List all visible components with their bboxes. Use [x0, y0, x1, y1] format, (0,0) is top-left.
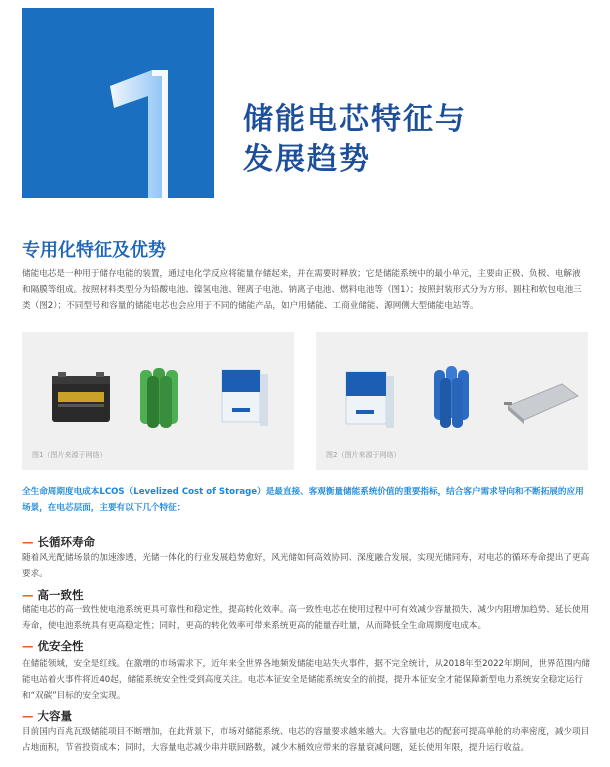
feature-1-heading: — 长循环寿命 — [22, 535, 95, 549]
pouch-cell-icon — [504, 384, 578, 424]
battery-box-icon — [222, 370, 268, 426]
feature-3-heading: — 优安全性 — [22, 639, 84, 653]
lcos-highlight-paragraph: 全生命周期度电成本LCOS（Levelized Cost of Storage）是最直接、客观衡量储能系统价值的重要指标，结合客户需求导向和不断拓展的应用场景，在电芯层面，主要有以下几个特征： — [22, 487, 584, 513]
section-title: 专用化特征及优势 — [22, 240, 166, 261]
figure-1-caption: 图1（图片来源于网络） — [32, 451, 107, 459]
lead-acid-battery-icon — [52, 372, 110, 422]
figure-2-caption: 图2（图片来源于网络） — [326, 451, 401, 459]
chapter-number-block — [22, 8, 214, 198]
cylindrical-green-cells-icon — [140, 368, 178, 428]
figure-2-images — [316, 332, 588, 442]
intro-paragraph: 储能电芯是一种用于储存电能的装置，通过电化学反应将能量存储起来，并在需要时释放；它是储能系统中的最小单元，主要由正极、负极、电解液和隔膜等组成。按照材料类型分为铅酸电池、镍氢电池、锂离子电池、钠离子电池、燃料电池等（图1）；按照封装形式分为方形、圆柱和软包电池三类（图2）；不同型号和容量的储能电芯也会应用于不同的储能产品，如户用储能、工商业储能、源网侧大型储能电站等。 — [22, 269, 582, 311]
title-line-1: 储能电芯特征与 — [243, 102, 467, 137]
feature-1-text: 随着风光配储场景的加速渗透，光储一体化的行业发展趋势愈好，风光储如何高效协同、深度融合发展，实现光储同寿，对电芯的循环寿命提出了更高要求。 — [22, 553, 590, 579]
prismatic-cell-box-icon — [346, 372, 394, 428]
figure-1-panel — [22, 332, 294, 470]
feature-2-text: 储能电芯的高一致性使电池系统更具可靠性和稳定性，提高转化效率。高一致性电芯在使用过程中可有效减少容量损失、减少内阻增加趋势、延长使用寿命，使电池系统具有更高稳定性；同时，更高的转化效率可带来系统更高的能量吞吐量，从而降低全生命周期度电成本。 — [22, 605, 590, 631]
figure-2-panel — [316, 332, 588, 470]
title-line-2: 发展趋势 — [243, 142, 371, 177]
cylindrical-blue-cells-icon — [434, 366, 469, 428]
page-title — [243, 100, 467, 180]
feature-4-heading: — 大容量 — [22, 709, 72, 723]
figure-1-images — [22, 332, 294, 442]
feature-3-text: 在储能领域，安全是红线。在激增的市场需求下，近年来全世界各地频发储能电站失火事件，据不完全统计，从2018年至2022年期间，世界范围内储能电站着火事件将近40起，储能系统安全性受到高度关注。电芯本征安全是储能系统安全的前提，提升本征安全才能保障新型电力系统安全稳定运行和“双碳”目标的安全实现。 — [22, 659, 590, 701]
feature-2-heading: — 高一致性 — [22, 588, 84, 602]
feature-4-text: 目前国内百兆瓦级储能项目不断增加，在此背景下，市场对储能系统、电芯的容量要求越来越大。大容量电芯的配套可提高单舱的功率密度，减少项目占地面积，节省投资成本；同时，大容量电芯减少串并联回路数，减少木桶效应带来的容量衰减问题，延长使用年限，提升运行收益。 — [22, 727, 590, 753]
chapter-number-graphic — [90, 68, 190, 198]
